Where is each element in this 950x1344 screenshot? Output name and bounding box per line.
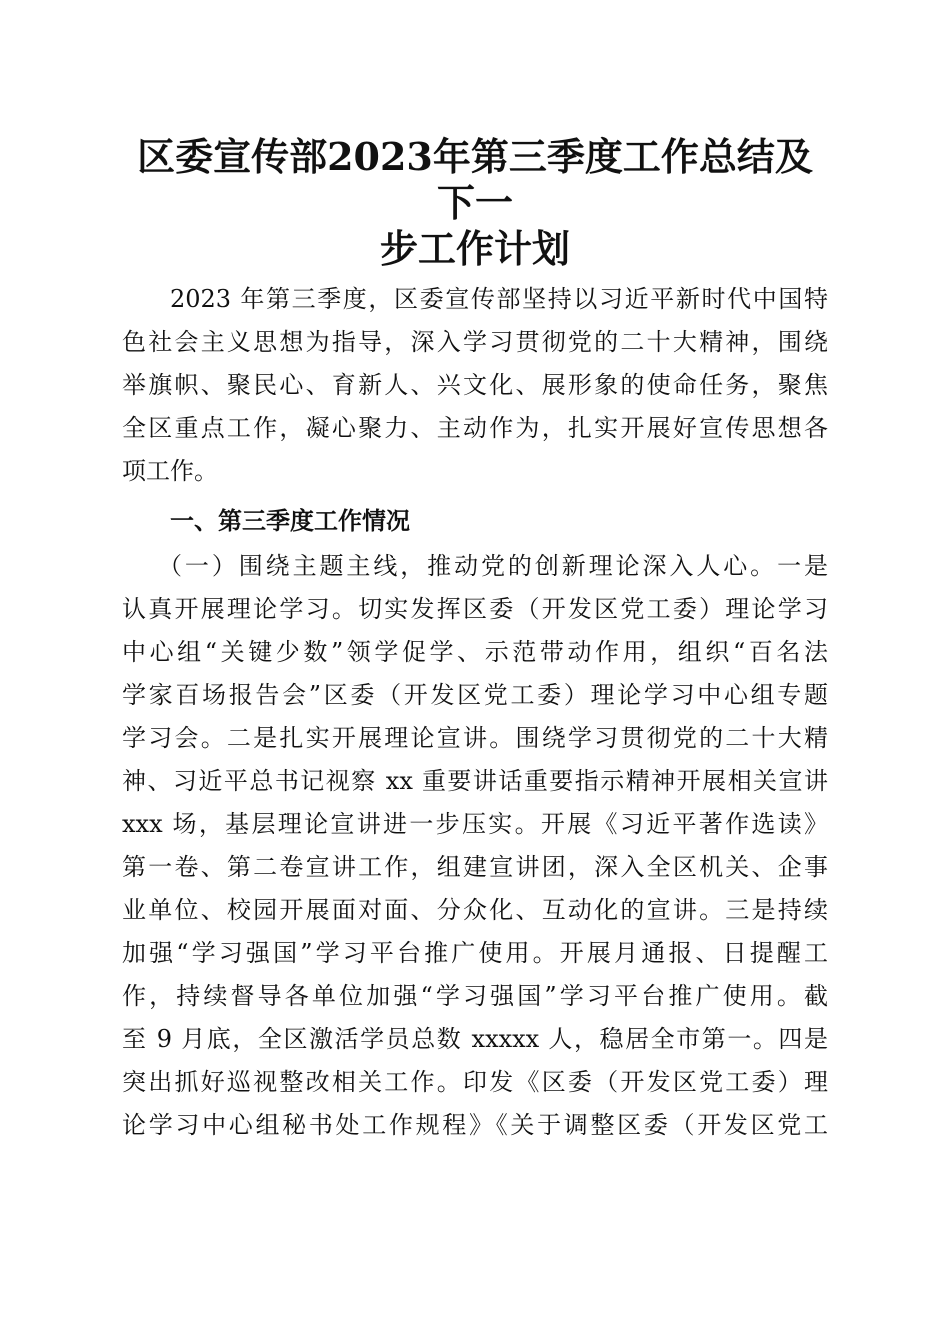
body-line-8: 第一卷、第二卷宣讲工作，组建宣讲团，深入全区机关、企事 [122, 853, 828, 881]
body-line-10: 加强“学习强国”学习平台推广使用。开展月通报、日提醒工 [122, 939, 828, 967]
body-line-3: 中心组“关键少数”领学促学、示范带动作用，组织“百名法 [122, 638, 828, 666]
intro-line-3: 举旗帜、聚民心、育新人、兴文化、展形象的使命任务，聚焦 [122, 371, 828, 399]
body-line-12: 至 9 月底，全区激活学员总数 xxxxx 人，稳居全市第一。四是 [122, 1025, 828, 1053]
title-line-1: 区委宣传部2023年第三季度工作总结及下一 [137, 134, 813, 225]
body-line-5: 学习会。二是扎实开展理论宣讲。围绕学习贯彻党的二十大精 [122, 724, 828, 752]
intro-line-5: 项工作。 [122, 457, 218, 485]
intro-line-4: 全区重点工作，凝心聚力、主动作为，扎实开展好宣传思想各 [122, 414, 828, 442]
body-line-1: （一）围绕主题主线，推动党的创新理论深入人心。一是 [158, 552, 828, 580]
intro-line-1: 2023 年第三季度，区委宣传部坚持以习近平新时代中国特 [170, 285, 828, 313]
body-line-2: 认真开展理论学习。切实发挥区委（开发区党工委）理论学习 [122, 595, 828, 623]
body-line-13: 突出抓好巡视整改相关工作。印发《区委（开发区党工委）理 [122, 1068, 828, 1096]
section-heading: 一、第三季度工作情况 [170, 507, 410, 535]
body-line-7: xxx 场，基层理论宣讲进一步压实。开展《习近平著作选读》 [122, 810, 828, 838]
intro-line-2: 色社会主义思想为指导，深入学习贯彻党的二十大精神，围绕 [122, 328, 828, 356]
body-line-6: 神、习近平总书记视察 xx 重要讲话重要指示精神开展相关宣讲 [122, 767, 828, 795]
body-line-14: 论学习中心组秘书处工作规程》《关于调整区委（开发区党工 [122, 1111, 828, 1139]
document-title [120, 134, 830, 272]
body-line-4: 学家百场报告会”区委（开发区党工委）理论学习中心组专题 [122, 681, 828, 709]
body-line-11: 作，持续督导各单位加强“学习强国”学习平台推广使用。截 [122, 982, 828, 1010]
title-line-2: 步工作计划 [379, 226, 570, 271]
body-line-9: 业单位、校园开展面对面、分众化、互动化的宣讲。三是持续 [122, 896, 828, 924]
